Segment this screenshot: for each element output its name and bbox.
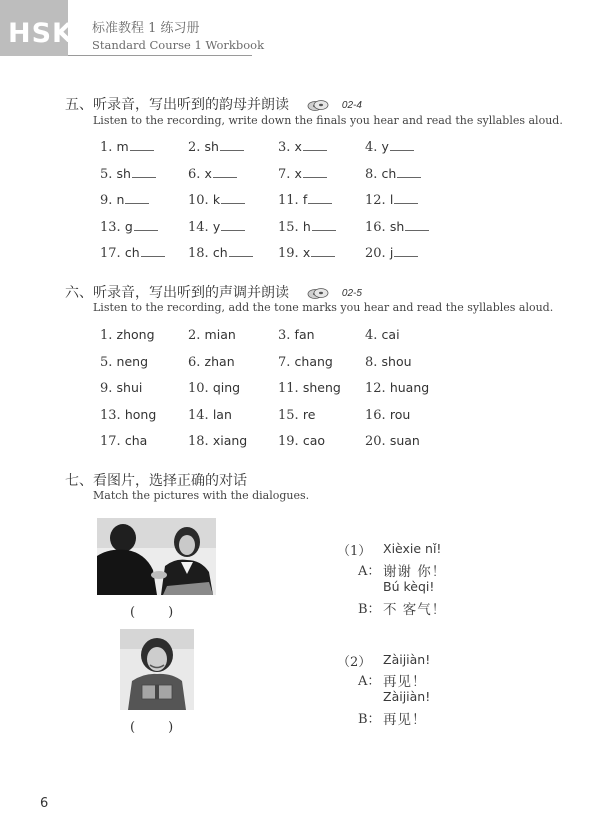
section6-item: [188, 407, 232, 423]
item-syllable: y: [381, 139, 389, 154]
item-syllable: zhan: [204, 353, 235, 369]
section6-item: [365, 354, 412, 370]
answer-blank[interactable]: [213, 167, 237, 178]
item-number: 15.: [278, 219, 299, 235]
section5-item[interactable]: [188, 166, 237, 182]
item-number: 11.: [278, 381, 299, 396]
section6-item: [278, 354, 333, 370]
answer-blank[interactable]: [229, 246, 253, 257]
item-number: 6.: [188, 166, 201, 182]
dialogue-2-label: （2）: [337, 655, 372, 670]
section5-item[interactable]: [188, 139, 244, 155]
item-number: 1.: [100, 140, 113, 155]
section6-item: [278, 380, 341, 396]
item-number: 17.: [100, 246, 121, 261]
section6-title-text: 六、听录音，写出听到的声调并朗读: [65, 285, 289, 301]
item-number: 19.: [278, 246, 299, 261]
section5-item[interactable]: [100, 192, 149, 208]
item-syllable: shui: [116, 380, 143, 395]
answer-blank[interactable]: [311, 246, 335, 257]
item-syllable: x: [302, 245, 311, 260]
answer-blank[interactable]: [390, 140, 414, 151]
item-number: 14.: [188, 407, 209, 423]
answer-blank[interactable]: [134, 220, 158, 231]
section5-item[interactable]: [278, 245, 335, 261]
item-number: 14.: [188, 219, 209, 235]
item-number: 9.: [100, 193, 113, 208]
item-number: 7.: [278, 166, 291, 182]
item-number: 2.: [188, 328, 201, 343]
section5-item[interactable]: [100, 166, 156, 182]
item-number: 8.: [365, 354, 378, 370]
section6-item: [365, 407, 410, 423]
section5-item[interactable]: [100, 219, 158, 235]
book-title-cn: 标准教程 1 练习册: [92, 21, 200, 36]
dialogue-2-pinyin-a: Zàijiàn!: [383, 652, 431, 667]
dialogue-2-pinyin-b: Zàijiàn!: [383, 689, 431, 704]
item-syllable: lan: [212, 406, 232, 422]
section6-item: [278, 407, 315, 423]
answer-blank[interactable]: [141, 246, 165, 257]
book-title-en: Standard Course 1 Workbook: [92, 38, 265, 52]
answer-blank[interactable]: [303, 140, 327, 151]
item-number: 10.: [188, 381, 209, 396]
item-syllable: f: [302, 192, 308, 207]
item-number: 5.: [100, 166, 113, 182]
section5-item[interactable]: [188, 192, 245, 208]
section7-title: 七、看图片，选择正确的对话: [65, 473, 247, 489]
item-number: 16.: [365, 219, 386, 235]
section5-item[interactable]: [365, 166, 421, 182]
item-number: 16.: [365, 407, 386, 423]
photo-gift: [120, 629, 194, 710]
answer-blank[interactable]: [303, 167, 327, 178]
section5-item[interactable]: [278, 166, 327, 182]
item-syllable: qing: [212, 380, 241, 395]
answer-blank[interactable]: [221, 220, 245, 231]
answer-blank[interactable]: [397, 167, 421, 178]
item-number: 4.: [365, 328, 378, 343]
item-number: 4.: [365, 140, 378, 155]
item-syllable: zhong: [116, 327, 155, 342]
item-number: 19.: [278, 434, 299, 449]
item-syllable: ch: [212, 245, 228, 260]
item-syllable: n: [116, 192, 125, 207]
item-syllable: sh: [116, 165, 131, 181]
section5-item[interactable]: [100, 139, 154, 155]
item-syllable: hong: [124, 406, 157, 422]
section7-subtitle: Match the pictures with the dialogues.: [93, 489, 310, 502]
section6-item: [188, 433, 247, 449]
item-syllable: neng: [116, 353, 149, 369]
item-number: 9.: [100, 381, 113, 396]
section6-item: [278, 433, 325, 449]
item-number: 18.: [188, 434, 209, 449]
item-syllable: huang: [389, 380, 430, 395]
item-syllable: mian: [204, 327, 236, 342]
section6-item: [100, 327, 155, 343]
section5-item[interactable]: [188, 219, 245, 235]
section6-track: 02-5: [341, 287, 362, 299]
section5-item[interactable]: [278, 139, 327, 155]
section6-subtitle: Listen to the recording, add the tone marks you hear and read the syllables aloud.: [93, 301, 554, 314]
item-syllable: suan: [389, 433, 420, 448]
item-syllable: x: [294, 139, 302, 154]
item-number: 12.: [365, 193, 386, 208]
item-number: 3.: [278, 328, 291, 343]
section5-subtitle: Listen to the recording, write down the finals you hear and read the syllables aloud.: [93, 114, 563, 127]
section6-item: [188, 380, 240, 396]
item-syllable: g: [124, 218, 133, 234]
dialogue-1-pinyin-a: Xièxie nǐ!: [383, 541, 442, 556]
item-syllable: cha: [124, 433, 148, 448]
item-syllable: chang: [294, 353, 333, 369]
item-syllable: j: [389, 245, 394, 260]
item-number: 11.: [278, 193, 299, 208]
item-number: 15.: [278, 407, 299, 423]
page-number: 6: [40, 796, 49, 811]
item-number: 3.: [278, 140, 291, 155]
item-syllable: rou: [389, 406, 411, 422]
item-number: 20.: [365, 246, 386, 261]
section6-item: [100, 354, 148, 370]
section6-item: [100, 407, 156, 423]
item-syllable: x: [204, 165, 212, 181]
answer-blank[interactable]: [308, 193, 332, 204]
answer-blank[interactable]: [125, 193, 149, 204]
section5-item[interactable]: [365, 139, 414, 155]
dialogue-2-speaker-b: B：: [358, 712, 381, 727]
answer-blank[interactable]: [312, 220, 336, 231]
section6-item: [188, 354, 235, 370]
answer-blank[interactable]: [132, 167, 156, 178]
dialogue-2-speaker-a: A：: [358, 674, 381, 689]
item-number: 8.: [365, 166, 378, 182]
item-syllable: l: [389, 192, 394, 207]
answer-blank[interactable]: [221, 193, 245, 204]
item-syllable: cao: [302, 433, 326, 448]
dialogue-1-label: （1）: [337, 544, 372, 559]
item-number: 1.: [100, 328, 113, 343]
section6-item: [100, 380, 142, 396]
item-syllable: k: [212, 192, 221, 207]
section6-item: [365, 433, 420, 449]
section5-item[interactable]: [365, 245, 418, 261]
item-syllable: sh: [204, 139, 219, 154]
item-syllable: cai: [381, 327, 400, 342]
dialogue-1-speaker-b: B：: [358, 602, 381, 617]
item-number: 18.: [188, 246, 209, 261]
dialogue-1-pinyin-b: Bú kèqi!: [383, 579, 435, 594]
header-band: [0, 0, 74, 56]
item-syllable: ch: [124, 245, 140, 260]
item-syllable: sheng: [302, 380, 341, 395]
item-number: 12.: [365, 381, 386, 396]
section5-item[interactable]: [278, 219, 336, 235]
answer-blank[interactable]: [130, 140, 154, 151]
item-number: 10.: [188, 193, 209, 208]
cd-audio-icon[interactable]: [307, 287, 329, 299]
item-syllable: xiang: [212, 433, 248, 448]
dialogue-1-speaker-a: A：: [358, 564, 381, 579]
answer-blank[interactable]: [394, 246, 418, 257]
header-rule: [68, 55, 252, 56]
item-syllable: re: [302, 406, 316, 422]
item-syllable: ch: [381, 165, 397, 181]
section5-item[interactable]: [365, 219, 429, 235]
item-syllable: m: [116, 139, 129, 154]
item-number: 13.: [100, 407, 121, 423]
section5-title: [65, 94, 362, 114]
answer-blank[interactable]: [405, 220, 429, 231]
photo-handshake: [97, 518, 216, 595]
item-syllable: y: [212, 218, 221, 234]
dialogue-1-line-b: 不 客气！: [383, 602, 447, 618]
section5-track: 02-4: [341, 99, 362, 111]
answer-paren-2[interactable]: ( ): [130, 720, 174, 735]
section6-item: [365, 380, 429, 396]
cd-audio-icon[interactable]: [307, 99, 329, 111]
dialogue-2-line-b: 再见！: [383, 712, 427, 728]
section6-item: [365, 327, 400, 343]
section6-title: [65, 282, 362, 302]
item-number: 7.: [278, 354, 291, 370]
item-number: 17.: [100, 434, 121, 449]
dialogue-2-line-a: 再见！: [383, 674, 427, 690]
answer-paren-1[interactable]: ( ): [130, 605, 174, 620]
item-syllable: h: [302, 218, 311, 234]
section5-item[interactable]: [188, 245, 253, 261]
dialogue-1-line-a: 谢谢 你！: [383, 564, 447, 580]
hsk-logo: HSK: [8, 18, 74, 49]
section6-item: [188, 327, 236, 343]
section5-item[interactable]: [365, 192, 418, 208]
answer-blank[interactable]: [394, 193, 418, 204]
item-number: 13.: [100, 219, 121, 235]
item-syllable: shou: [381, 353, 412, 369]
item-syllable: fan: [294, 327, 315, 342]
item-number: 5.: [100, 354, 113, 370]
answer-blank[interactable]: [220, 140, 244, 151]
item-number: 20.: [365, 434, 386, 449]
item-syllable: sh: [389, 218, 405, 234]
section5-title-text: 五、听录音，写出听到的韵母并朗读: [65, 97, 289, 113]
section6-item: [100, 433, 147, 449]
item-number: 2.: [188, 140, 201, 155]
section5-item[interactable]: [278, 192, 332, 208]
section6-item: [278, 327, 315, 343]
section5-item[interactable]: [100, 245, 165, 261]
item-syllable: x: [294, 165, 302, 181]
item-number: 6.: [188, 354, 201, 370]
